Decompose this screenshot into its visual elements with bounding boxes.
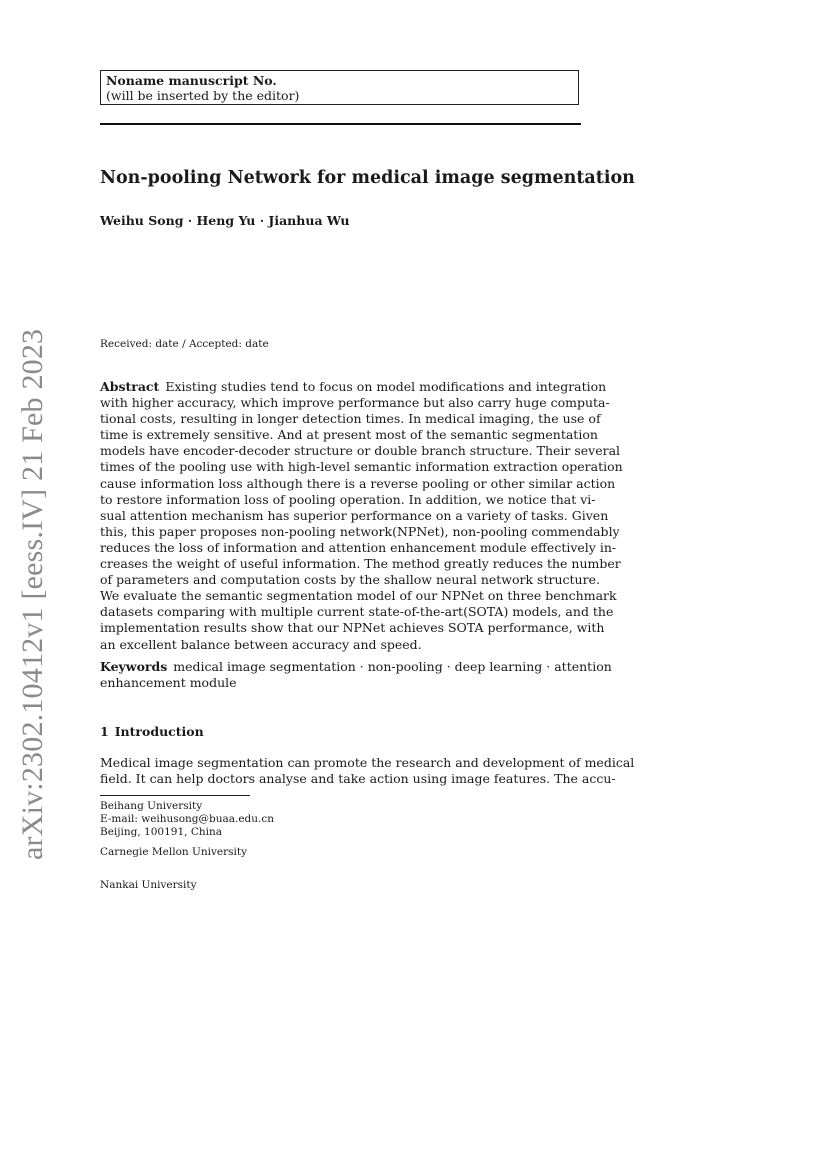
abstract-line: implementation results show that our NPNet achieves SOTA performance, with (100, 620, 605, 636)
abstract-line: this, this paper proposes non-pooling network(NPNet), non-pooling commendably (100, 523, 620, 539)
paper-title: Non-pooling Network for medical image segmentation (100, 168, 635, 188)
keywords-line: Keywords medical image segmentation · non-pooling · deep learning · attention (100, 659, 612, 674)
manuscript-box (100, 70, 579, 105)
abstract-line: with higher accuracy, which improve performance but also carry huge computa- (100, 395, 610, 411)
abstract-line: to restore information loss of pooling operation. In addition, we notice that vi- (100, 491, 596, 507)
abstract-line: datasets comparing with multiple current state-of-the-art(SOTA) models, and the (100, 604, 614, 620)
received-accepted-dates: Received: date / Accepted: date (100, 338, 269, 350)
affiliation-1-email: E-mail: weihusong@buaa.edu.cn (100, 813, 275, 825)
abstract-line: cause information loss although there is a reverse pooling or other similar action (100, 475, 616, 491)
abstract-line: We evaluate the semantic segmentation model of our NPNet on three benchmark (100, 588, 617, 604)
abstract-line: sual attention mechanism has superior performance on a variety of tasks. Given (100, 507, 609, 523)
keywords (100, 659, 612, 691)
section-title: Introduction (114, 724, 204, 739)
abstract (100, 379, 623, 653)
footnote-rule (100, 795, 250, 796)
keywords-line: enhancement module (100, 675, 237, 691)
paper-authors: Weihu Song · Heng Yu · Jianhua Wu (100, 213, 350, 228)
abstract-line: creases the weight of useful information. The method greatly reduces the number (100, 556, 621, 572)
abstract-line: tional costs, resulting in longer detection times. In medical imaging, the use of (100, 411, 601, 427)
affiliation-1-name: Beihang University (100, 800, 203, 812)
affiliation-1-address: Beijing, 100191, China (100, 826, 222, 838)
abstract-label: Abstract (100, 379, 160, 394)
keywords-label: Keywords (100, 659, 168, 674)
abstract-line: of parameters and computation costs by the shallow neural network structure. (100, 572, 600, 588)
header-rule (100, 123, 581, 125)
intro-line: Medical image segmentation can promote the research and development of medical (100, 755, 635, 770)
abstract-line: times of the pooling use with high-level semantic information extraction operation (100, 459, 623, 475)
introduction-text (100, 755, 635, 787)
abstract-line: Abstract Existing studies tend to focus on model modifications and integration (100, 379, 607, 394)
abstract-line: reduces the loss of information and attention enhancement module effectively in- (100, 539, 617, 555)
arxiv-identifier: arXiv:2302.10412v1 [eess.IV] 21 Feb 2023 (16, 328, 49, 860)
section-heading (100, 724, 204, 739)
manuscript-title: Noname manuscript No. (106, 73, 277, 88)
abstract-line: models have encoder-decoder structure or double branch structure. Their several (100, 443, 621, 459)
manuscript-note: (will be inserted by the editor) (106, 88, 300, 103)
abstract-line: time is extremely sensitive. And at present most of the semantic segmentation (100, 427, 598, 443)
affiliation-2: Carnegie Mellon University (100, 846, 248, 858)
abstract-line: an excellent balance between accuracy and speed. (100, 636, 422, 652)
section-number: 1 (100, 724, 109, 739)
intro-line: field. It can help doctors analyse and take action using image features. The accu- (100, 771, 616, 787)
affiliation-3: Nankai University (100, 879, 197, 891)
